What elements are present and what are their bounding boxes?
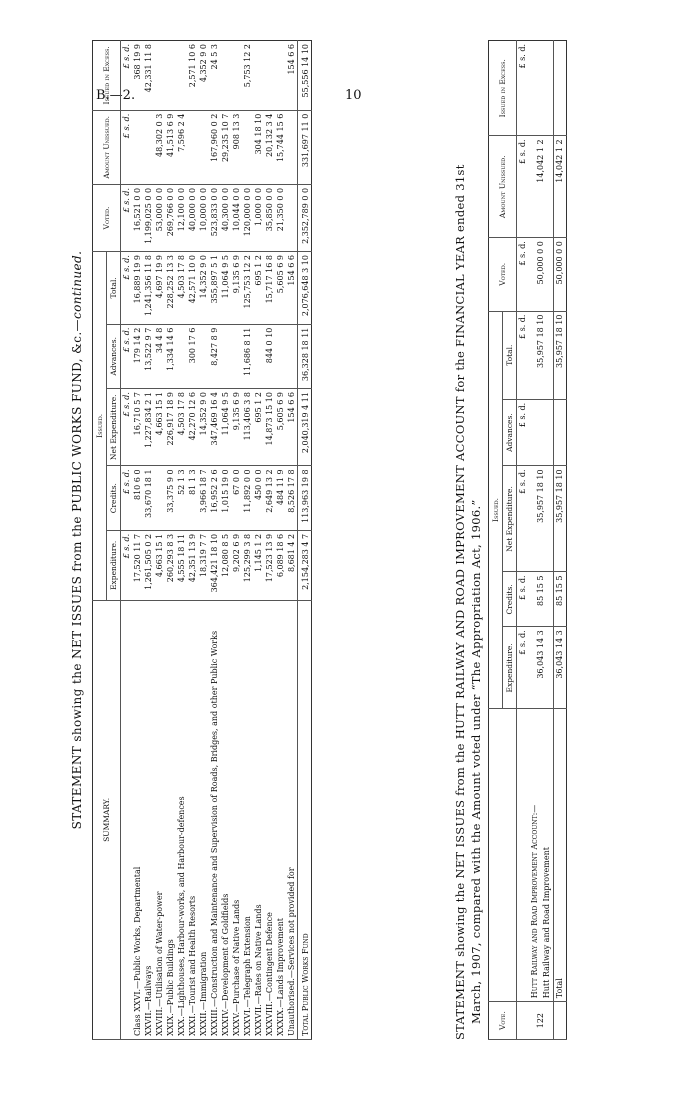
col-credits: Credits. — [503, 572, 517, 627]
units: £ s. d. — [517, 627, 530, 709]
cell-exp: 36,043 14 3 — [529, 627, 554, 709]
cell-net: 4,503 17 8 — [176, 389, 187, 466]
cell-unissued — [187, 110, 198, 184]
col-expenditure: Expenditure. — [107, 530, 121, 600]
cell-excess: 24 5 3 — [209, 41, 220, 111]
statement2-table — [488, 40, 567, 1040]
units: £ s. d. — [121, 41, 133, 111]
cell-adv: 13,522 9 7 — [143, 324, 154, 388]
units: £ s. d. — [121, 530, 133, 600]
col-issued: Issued. — [93, 252, 107, 601]
cell-adv: 34 4 8 — [154, 324, 165, 388]
cell-cred: 33,375 9 0 — [165, 466, 176, 530]
cell-unissued — [143, 110, 154, 184]
cell-total: 14,352 9 0 — [198, 252, 209, 325]
cell-excess — [220, 41, 231, 111]
cell-voted: 523,833 0 0 — [209, 184, 220, 251]
total-excess: 55,556 14 10 — [298, 41, 312, 111]
cell-net: 4,663 15 1 — [154, 389, 165, 466]
units: £ s. d. — [121, 110, 133, 184]
row-label: Hutt Railway and Road Improvement Account:— Hutt Railway and Road Improvement — [529, 709, 554, 1002]
cell-adv: 1,334 14 6 — [165, 324, 176, 388]
cell-excess — [176, 41, 187, 111]
cell-cred: 484 11 9 — [275, 466, 286, 530]
cell-excess — [165, 41, 176, 111]
units: £ s. d. — [517, 41, 530, 136]
units: £ s. d. — [121, 466, 133, 530]
cell-total: 4,697 19 9 — [154, 252, 165, 325]
units: £ s. d. — [121, 252, 133, 325]
statement1-table — [92, 40, 312, 1040]
row-label: XXXV.—Purchase of Native Lands — [231, 600, 242, 1039]
cell-cred: 810 6 0 — [132, 466, 143, 530]
col-voted: Voted. — [93, 184, 121, 251]
cell-voted: 10,044 0 0 — [231, 184, 242, 251]
total-total: 2,076,648 3 10 — [298, 252, 312, 325]
table-row — [220, 41, 231, 1040]
row-label: XXXVI.—Telegraph Extension — [242, 600, 253, 1039]
total-excess — [554, 41, 567, 136]
cell-voted: 12,100 0 0 — [176, 184, 187, 251]
units: £ s. d. — [517, 466, 530, 572]
cell-cred — [154, 466, 165, 530]
row-label: XXIX.—Public Buildings — [165, 600, 176, 1039]
cell-exp: 125,299 3 8 — [242, 530, 253, 600]
cell-total: 695 1 2 — [253, 252, 264, 325]
cell-net: 9,135 6 9 — [231, 389, 242, 466]
cell-exp: 8,681 4 2 — [286, 530, 298, 600]
cell-voted: 53,000 0 0 — [154, 184, 165, 251]
statement1-title: STATEMENT showing the NET ISSUES from the PUBLIC WORKS FUND, &c.—continued. — [70, 250, 84, 830]
row-label: XXXI.—Tourist and Health Resorts — [187, 600, 198, 1039]
cell-total: 154 6 6 — [286, 252, 298, 325]
cell-exp: 9,202 6 9 — [231, 530, 242, 600]
row-label: XXXVIII.—Contingent Defence — [264, 600, 275, 1039]
units: £ s. d. — [121, 389, 133, 466]
cell-adv — [231, 324, 242, 388]
cell-exp: 364,421 18 10 — [209, 530, 220, 600]
cell-total: 16,889 19 9 — [132, 252, 143, 325]
cell-adv — [198, 324, 209, 388]
cell-net: 695 1 2 — [253, 389, 264, 466]
cell-voted: 50,000 0 0 — [529, 238, 554, 311]
cell-adv — [529, 399, 554, 466]
cell-cred: 1,015 19 0 — [220, 466, 231, 530]
units: £ s. d. — [517, 136, 530, 238]
vote-number: 122 — [529, 1002, 554, 1040]
cell-excess — [253, 41, 264, 111]
cell-cred: 33,670 18 1 — [143, 466, 154, 530]
cell-unissued: 15,744 15 6 — [275, 110, 286, 184]
cell-net: 11,064 9 5 — [220, 389, 231, 466]
col-vote: Vote. — [489, 1002, 517, 1040]
col-summary: SUMMARY. — [93, 600, 121, 1039]
cell-unissued — [242, 110, 253, 184]
cell-cred: 85 15 5 — [529, 572, 554, 627]
table-row — [187, 41, 198, 1040]
total-voted: 2,352,789 0 0 — [298, 184, 312, 251]
cell-unissued — [198, 110, 209, 184]
cell-net: 14,873 15 10 — [264, 389, 275, 466]
cell-excess — [529, 41, 554, 136]
cell-unissued: 20,132 3 4 — [264, 110, 275, 184]
units-row — [517, 41, 530, 1040]
table-row — [242, 41, 253, 1040]
table-row — [264, 41, 275, 1040]
row-label: XXX.—Lighthouses, Harbour-works, and Harbour-defences — [176, 600, 187, 1039]
cell-excess: 4,352 9 0 — [198, 41, 209, 111]
cell-net: 1,227,834 2 1 — [143, 389, 154, 466]
cell-exp: 4,663 15 1 — [154, 530, 165, 600]
table-row — [286, 41, 298, 1040]
table-row — [176, 41, 187, 1040]
cell-unissued: 7,596 2 4 — [176, 110, 187, 184]
col-unissued: Amount Unissued. — [93, 110, 121, 184]
cell-voted: 1,000 0 0 — [253, 184, 264, 251]
col-blank — [489, 709, 517, 1002]
cell-total: 9,135 6 9 — [231, 252, 242, 325]
col-net: Net Expenditure. — [107, 389, 121, 466]
total-cred: 113,963 19 8 — [298, 466, 312, 530]
cell-excess: 42,331 11 8 — [143, 41, 154, 111]
cell-voted — [286, 184, 298, 251]
cell-adv — [286, 324, 298, 388]
cell-voted: 1,199,025 0 0 — [143, 184, 154, 251]
cell-exp: 1,261,505 0 2 — [143, 530, 154, 600]
row-label: XXVIII.—Utilisation of Water-power — [154, 600, 165, 1039]
total-label: Total Public Works Fund — [298, 600, 312, 1039]
cell-adv — [275, 324, 286, 388]
cell-excess: 2,571 10 6 — [187, 41, 198, 111]
page-number: 10 — [345, 88, 362, 103]
total-net: 35,957 18 10 — [554, 466, 567, 572]
row-label: XXXIII.—Construction and Maintenance and Supervision of Roads, Bridges, and other Public Works — [209, 600, 220, 1039]
cell-adv — [176, 324, 187, 388]
total-net: 2,040,319 4 11 — [298, 389, 312, 466]
col-unissued: Amount Unissued. — [489, 136, 517, 238]
cell-unissued — [132, 110, 143, 184]
cell-exp: 4,555 18 11 — [176, 530, 187, 600]
cell-voted: 269,766 0 0 — [165, 184, 176, 251]
cell-net: 226,917 18 9 — [165, 389, 176, 466]
cell-unissued: 29,235 10 7 — [220, 110, 231, 184]
col-credits: Credits. — [107, 466, 121, 530]
cell-adv: 179 14 2 — [132, 324, 143, 388]
total-label: Total — [554, 709, 567, 1002]
col-total: Total. — [503, 311, 517, 399]
rotated-page-content — [70, 40, 670, 1040]
cell-voted: 40,300 0 0 — [220, 184, 231, 251]
cell-total: 11,064 9 5 — [220, 252, 231, 325]
cell-total: 35,957 18 10 — [529, 311, 554, 399]
table-row — [198, 41, 209, 1040]
row-label: XXXIV.—Development of Goldfields — [220, 600, 231, 1039]
total-adv: 36,328 18 11 — [298, 324, 312, 388]
cell-excess — [231, 41, 242, 111]
row-label: XXXVII.—Rates on Native Lands — [253, 600, 264, 1039]
cell-total: 355,897 5 1 — [209, 252, 220, 325]
cell-unissued: 14,042 1 2 — [529, 136, 554, 238]
col-excess: Issued in Excess. — [489, 41, 517, 136]
cell-net: 35,957 18 10 — [529, 466, 554, 572]
cell-total: 5,605 6 9 — [275, 252, 286, 325]
col-total: Total. — [107, 252, 121, 325]
units: £ s. d. — [517, 238, 530, 311]
table-row — [253, 41, 264, 1040]
cell-total: 42,571 10 0 — [187, 252, 198, 325]
units: £ s. d. — [121, 324, 133, 388]
cell-exp: 42,351 13 9 — [187, 530, 198, 600]
cell-cred: 52 1 3 — [176, 466, 187, 530]
table-row — [132, 41, 143, 1040]
cell-total: 4,503 17 8 — [176, 252, 187, 325]
cell-voted: 120,000 0 0 — [242, 184, 253, 251]
cell-cred: 16,952 2 6 — [209, 466, 220, 530]
cell-excess — [275, 41, 286, 111]
cell-exp: 12,080 8 5 — [220, 530, 231, 600]
total-adv — [554, 399, 567, 466]
cell-exp: 18,319 7 7 — [198, 530, 209, 600]
cell-unissued — [286, 110, 298, 184]
total-unissued: 14,042 1 2 — [554, 136, 567, 238]
cell-adv: 844 0 10 — [264, 324, 275, 388]
cell-voted: 35,850 0 0 — [264, 184, 275, 251]
cell-unissued: 304 18 10 — [253, 110, 264, 184]
cell-excess: 5,753 12 2 — [242, 41, 253, 111]
cell-exp: 6,089 18 6 — [275, 530, 286, 600]
cell-voted: 16,521 0 0 — [132, 184, 143, 251]
total-cred: 85 15 5 — [554, 572, 567, 627]
cell-adv: 8,427 8 9 — [209, 324, 220, 388]
cell-voted: 40,000 0 0 — [187, 184, 198, 251]
cell-total: 1,241,356 11 8 — [143, 252, 154, 325]
cell-cred: 450 0 0 — [253, 466, 264, 530]
cell-net: 154 6 6 — [286, 389, 298, 466]
table-row — [209, 41, 220, 1040]
cell-total: 228,252 13 3 — [165, 252, 176, 325]
cell-unissued: 167,960 0 2 — [209, 110, 220, 184]
table-row — [275, 41, 286, 1040]
units: £ s. d. — [517, 311, 530, 399]
total-exp: 36,043 14 3 — [554, 627, 567, 709]
table-row — [165, 41, 176, 1040]
cell-total: 15,717 16 8 — [264, 252, 275, 325]
cell-cred: 2,649 13 2 — [264, 466, 275, 530]
cell-cred: 67 0 0 — [231, 466, 242, 530]
cell-adv — [253, 324, 264, 388]
cell-adv — [220, 324, 231, 388]
statement2-title: STATEMENT showing the NET ISSUES from the HUTT RAILWAY AND ROAD IMPROVEMENT ACCOUNT for the FINANCIAL YEAR ended 31st March, 1907, compared with the Amount voted under “The Appropriation Act, 1906.” — [453, 164, 483, 1040]
row-label: Unauthorised.—Services not provided for — [286, 600, 298, 1039]
cell-cred: 8,526 17 8 — [286, 466, 298, 530]
cell-cred: 81 1 3 — [187, 466, 198, 530]
cell-voted: 10,000 0 0 — [198, 184, 209, 251]
col-expenditure: Expenditure. — [503, 627, 517, 709]
total-voted: 50,000 0 0 — [554, 238, 567, 311]
total-total: 35,957 18 10 — [554, 311, 567, 399]
row-label: Class XXVI.—Public Works, Departmental — [132, 600, 143, 1039]
cell-voted: 21,350 0 0 — [275, 184, 286, 251]
col-advances: Advances. — [503, 399, 517, 466]
cell-unissued: 908 13 3 — [231, 110, 242, 184]
statement2-total-row — [554, 41, 567, 1040]
col-voted: Voted. — [489, 238, 517, 311]
cell-net: 42,270 12 6 — [187, 389, 198, 466]
total-unissued: 331,697 11 0 — [298, 110, 312, 184]
cell-excess: 154 6 6 — [286, 41, 298, 111]
col-excess: Issued in Excess. — [93, 41, 121, 111]
cell-total: 125,753 12 2 — [242, 252, 253, 325]
cell-exp: 1,145 1 2 — [253, 530, 264, 600]
table-row — [154, 41, 165, 1040]
cell-excess — [154, 41, 165, 111]
total-exp: 2,154,283 4 7 — [298, 530, 312, 600]
cell-exp: 17,523 13 9 — [264, 530, 275, 600]
units: £ s. d. — [121, 184, 133, 251]
cell-net: 113,406 3 8 — [242, 389, 253, 466]
cell-adv: 300 17 6 — [187, 324, 198, 388]
table-row — [143, 41, 154, 1040]
cell-unissued: 41,513 6 9 — [165, 110, 176, 184]
cell-net: 16,710 5 7 — [132, 389, 143, 466]
cell-net: 347,469 16 4 — [209, 389, 220, 466]
row-label: XXXII.—Immigration — [198, 600, 209, 1039]
page-header-ref: B.—2. — [96, 88, 136, 103]
col-advances: Advances. — [107, 324, 121, 388]
cell-cred: 11,892 0 0 — [242, 466, 253, 530]
cell-exp: 17,520 11 7 — [132, 530, 143, 600]
units: £ s. d. — [517, 399, 530, 466]
row-label: XXVII.—Railways — [143, 600, 154, 1039]
cell-net: 14,352 9 0 — [198, 389, 209, 466]
cell-cred: 3,966 18 7 — [198, 466, 209, 530]
col-net: Net Expenditure. — [503, 466, 517, 572]
units: £ s. d. — [517, 572, 530, 627]
cell-net: 5,605 6 9 — [275, 389, 286, 466]
table-row — [231, 41, 242, 1040]
cell-adv: 11,686 8 11 — [242, 324, 253, 388]
cell-unissued: 48,302 0 3 — [154, 110, 165, 184]
col-issued: Issued. — [489, 311, 503, 709]
cell-exp: 260,293 8 3 — [165, 530, 176, 600]
cell-excess — [264, 41, 275, 111]
cell-excess: 368 19 9 — [132, 41, 143, 111]
statement1-total-row — [298, 41, 312, 1040]
row-label: XXXIX.—Lands Improvement — [275, 600, 286, 1039]
table-row — [529, 41, 554, 1040]
